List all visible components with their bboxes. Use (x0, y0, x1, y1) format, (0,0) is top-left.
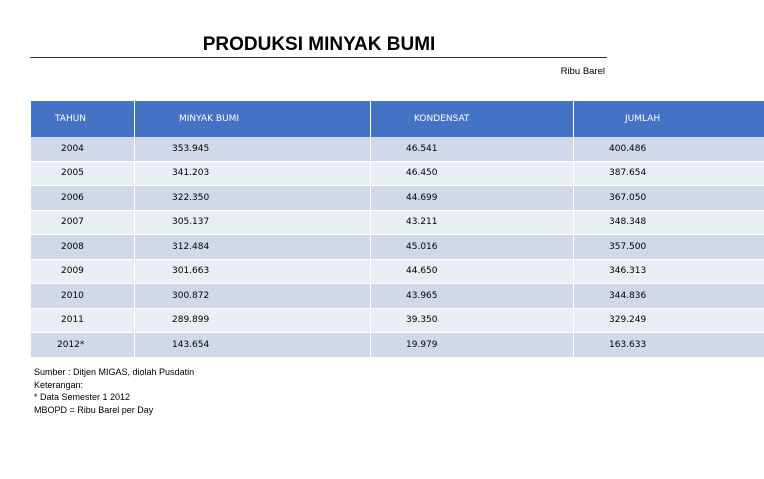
note-mbopd: MBOPD = Ribu Barel per Day (34, 404, 154, 415)
title-divider (30, 57, 607, 58)
cell-year: 2007 (31, 210, 135, 235)
cell-kondensat: 39.350 (371, 308, 574, 333)
cell-jumlah: 387.654 (574, 161, 764, 186)
cell-minyak-bumi: 289.899 (135, 308, 371, 333)
cell-minyak-bumi: 341.203 (135, 161, 371, 186)
cell-year: 2005 (31, 161, 135, 186)
cell-kondensat: 44.650 (371, 259, 574, 284)
production-table (31, 101, 764, 358)
cell-kondensat: 46.541 (371, 137, 574, 161)
table-row (31, 210, 764, 235)
header-minyak-bumi: MINYAK BUMI (135, 101, 371, 137)
cell-jumlah: 163.633 (574, 333, 764, 358)
cell-minyak-bumi: 353.945 (135, 137, 371, 161)
cell-year: 2012* (31, 333, 135, 358)
cell-minyak-bumi: 312.484 (135, 235, 371, 260)
table-row (31, 259, 764, 284)
header-tahun: TAHUN (31, 101, 135, 137)
table-header-row (31, 101, 764, 137)
note-semester: * Data Semester 1 2012 (34, 392, 131, 402)
page-title: PRODUKSI MINYAK BUMI (202, 34, 436, 55)
cell-minyak-bumi: 301.663 (135, 259, 371, 284)
notes-label: Keterangan: (34, 379, 84, 390)
cell-jumlah: 329.249 (574, 308, 764, 333)
cell-minyak-bumi: 143.654 (135, 333, 371, 358)
footnotes (34, 366, 194, 416)
cell-kondensat: 45.016 (371, 235, 574, 260)
header-jumlah: JUMLAH (574, 101, 764, 137)
cell-kondensat: 44.699 (371, 186, 574, 211)
cell-year: 2009 (31, 259, 135, 284)
cell-year: 2010 (31, 284, 135, 309)
cell-minyak-bumi: 300.872 (135, 284, 371, 309)
cell-jumlah: 348.348 (574, 210, 764, 235)
header-kondensat: KONDENSAT (371, 101, 574, 137)
table-row (31, 186, 764, 211)
cell-year: 2006 (31, 186, 135, 211)
cell-jumlah: 367.050 (574, 186, 764, 211)
table-row (31, 333, 764, 358)
table-row (31, 137, 764, 161)
unit-label: Ribu Barel (560, 66, 605, 77)
cell-kondensat: 43.211 (371, 210, 574, 235)
table-row (31, 308, 764, 333)
cell-kondensat: 43.965 (371, 284, 574, 309)
cell-minyak-bumi: 305.137 (135, 210, 371, 235)
source-note: Sumber : Ditjen MIGAS, diolah Pusdatin (34, 367, 195, 377)
table-row (31, 235, 764, 260)
cell-minyak-bumi: 322.350 (135, 186, 371, 211)
cell-jumlah: 357.500 (574, 235, 764, 260)
cell-jumlah: 344.836 (574, 284, 764, 309)
cell-year: 2008 (31, 235, 135, 260)
table-row (31, 284, 764, 309)
table-row (31, 161, 764, 186)
cell-jumlah: 346.313 (574, 259, 764, 284)
cell-jumlah: 400.486 (574, 137, 764, 161)
cell-kondensat: 19.979 (371, 333, 574, 358)
cell-kondensat: 46.450 (371, 161, 574, 186)
cell-year: 2011 (31, 308, 135, 333)
cell-year: 2004 (31, 137, 135, 161)
